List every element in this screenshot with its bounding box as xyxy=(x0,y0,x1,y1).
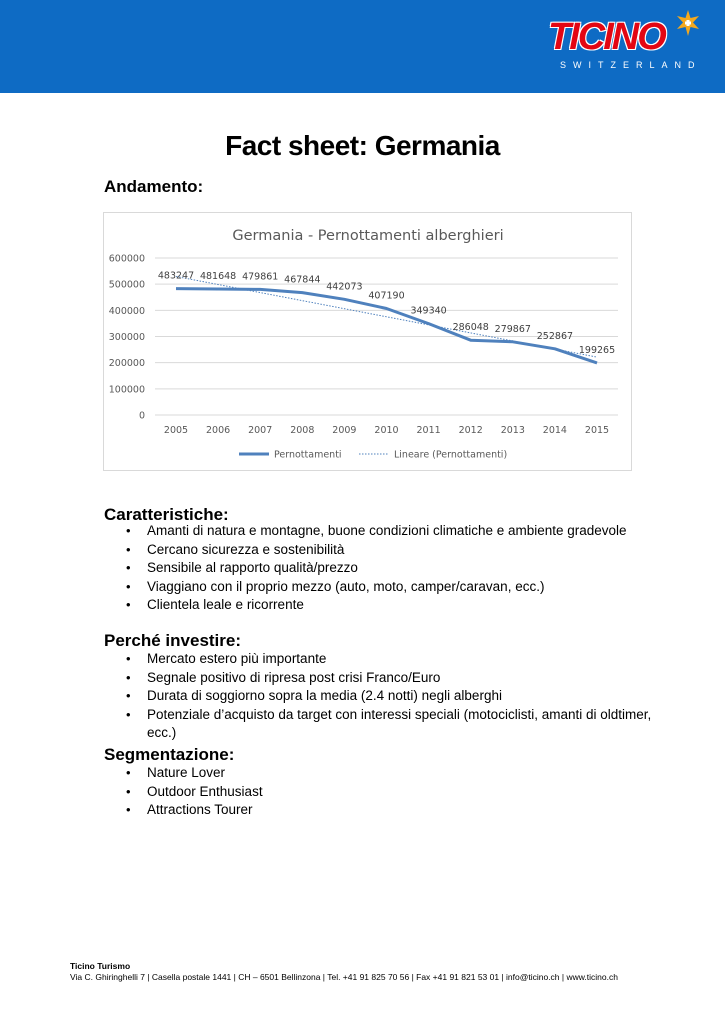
x-tick-label: 2014 xyxy=(542,425,567,436)
list-item: • Potenziale d’acquisto da target con interessi speciali (motociclisti, amanti di oldtimer, ecc.) xyxy=(104,706,664,743)
chart-container xyxy=(103,212,632,471)
data-label: 407190 xyxy=(368,290,405,302)
legend-label-trendline: Lineare (Pernottamenti) xyxy=(394,449,508,461)
data-label: 279867 xyxy=(494,323,531,335)
data-label: 349340 xyxy=(410,305,447,317)
y-tick-label: 300000 xyxy=(108,332,145,343)
list-item: • Viaggiano con il proprio mezzo (auto, moto, camper/caravan, ecc.) xyxy=(104,578,664,597)
logo-subtitle: SWITZERLAND xyxy=(560,60,702,70)
page-title: Fact sheet: Germania xyxy=(225,130,500,161)
x-tick-label: 2007 xyxy=(248,425,273,436)
x-tick-label: 2013 xyxy=(500,425,525,436)
ticino-logo[interactable] xyxy=(540,10,710,75)
logo-wordmark: TICINO xyxy=(548,16,665,58)
data-label: 286048 xyxy=(452,322,489,334)
list-item: • Segnale positivo di ripresa post crisi Franco/Euro xyxy=(104,669,664,688)
data-label: 199265 xyxy=(578,344,616,356)
list-item: • Sensibile al rapporto qualità/prezzo xyxy=(104,559,664,578)
header-band xyxy=(0,0,725,93)
data-label: 483247 xyxy=(157,270,195,282)
x-tick-label: 2011 xyxy=(416,425,441,436)
list-item: • Cercano sicurezza e sostenibilità xyxy=(104,541,664,560)
segmentazione-list xyxy=(104,764,664,820)
footer-org: Ticino Turismo xyxy=(70,961,131,971)
data-label: 442073 xyxy=(326,281,363,293)
footer xyxy=(70,961,618,983)
y-tick-label: 400000 xyxy=(108,305,145,317)
data-label: 252867 xyxy=(536,330,574,342)
chart-title: Germania - Pernottamenti alberghieri xyxy=(232,228,504,244)
section-heading-andamento: Andamento: xyxy=(104,177,204,196)
x-tick-label: 2005 xyxy=(163,425,189,436)
section-heading-caratteristiche: Caratteristiche: xyxy=(104,505,229,524)
list-item: • Attractions Tourer xyxy=(104,801,664,820)
x-tick-label: 2009 xyxy=(332,425,357,436)
x-tick-label: 2012 xyxy=(458,425,483,436)
x-tick-label: 2006 xyxy=(206,425,231,436)
line-chart xyxy=(104,213,633,472)
list-item: • Outdoor Enthusiast xyxy=(104,783,664,802)
x-tick-label: 2015 xyxy=(584,425,610,436)
data-label: 467844 xyxy=(284,274,321,286)
list-item: • Durata di soggiorno sopra la media (2.4 notti) negli alberghi xyxy=(104,687,664,706)
list-item: • Mercato estero più importante xyxy=(104,650,664,669)
x-tick-label: 2010 xyxy=(374,425,399,436)
list-item: • Clientela leale e ricorrente xyxy=(104,596,664,615)
y-tick-label: 600000 xyxy=(108,253,145,265)
footer-address: Via C. Ghiringhelli 7 | Casella postale 1441 | CH – 6501 Bellinzona | Tel. +41 91 825 70 56 | Fax +41 91 821 53 01 | info@ticino.ch | www.ticino.ch xyxy=(70,972,618,982)
caratteristiche-list xyxy=(104,522,664,615)
section-heading-perche: Perché investire: xyxy=(104,631,242,650)
list-item: • Amanti di natura e montagne, buone condizioni climatiche e ambiente gradevole xyxy=(104,522,664,541)
legend-label-pernottamenti: Pernottamenti xyxy=(274,449,342,461)
list-item: • Nature Lover xyxy=(104,764,664,783)
data-label: 479861 xyxy=(242,271,279,283)
y-tick-label: 0 xyxy=(138,410,145,422)
section-heading-segmentazione: Segmentazione: xyxy=(104,745,235,764)
perche-investire-list xyxy=(104,650,664,743)
y-tick-label: 200000 xyxy=(108,358,145,370)
y-tick-label: 500000 xyxy=(108,279,145,291)
y-tick-label: 100000 xyxy=(108,384,145,396)
data-label: 481648 xyxy=(199,270,237,282)
star-icon xyxy=(675,10,701,36)
x-tick-label: 2008 xyxy=(290,425,315,436)
